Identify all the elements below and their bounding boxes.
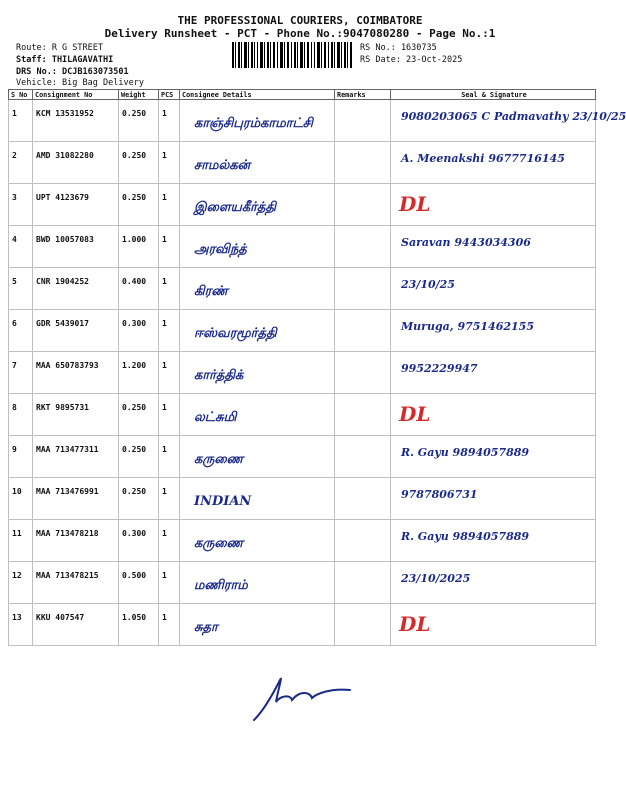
supervisor-signature	[250, 670, 360, 730]
consignment-number: MAA 713477311	[33, 436, 119, 478]
receiver-signature: 9080203065 C Padmavathy 23/10/25	[401, 110, 626, 123]
pcs-count: 1	[159, 394, 180, 436]
barcode	[232, 42, 352, 68]
remarks-cell	[335, 562, 391, 604]
consignee-name: இளையகீர்த்தி	[194, 200, 277, 215]
route-label: Route: R G STREET	[16, 43, 103, 53]
consignment-number: GDR 5439017	[33, 310, 119, 352]
consignee-cell	[180, 310, 335, 352]
table-row	[9, 100, 596, 142]
col-header-pcs: PCS	[159, 90, 180, 100]
consignee-name: காஞ்சிபுரம்காமாட்சி	[194, 116, 313, 131]
delivered-mark: DL	[399, 192, 431, 216]
col-header-sno: S No	[9, 90, 33, 100]
serial-number: 6	[9, 310, 33, 352]
pcs-count: 1	[159, 100, 180, 142]
serial-number: 12	[9, 562, 33, 604]
receiver-signature: Saravan 9443034306	[401, 236, 531, 249]
consignee-name: லட்சுமி	[194, 410, 237, 425]
weight-value: 0.400	[119, 268, 159, 310]
consignee-cell	[180, 268, 335, 310]
table-row	[9, 604, 596, 646]
table-row	[9, 226, 596, 268]
consignee-cell	[180, 478, 335, 520]
table-row	[9, 520, 596, 562]
consignment-number: KKU 407547	[33, 604, 119, 646]
rs-number: RS No.: 1630735	[360, 43, 437, 53]
signature-cell	[391, 436, 596, 478]
consignment-number: MAA 650783793	[33, 352, 119, 394]
pcs-count: 1	[159, 184, 180, 226]
signature-cell	[391, 142, 596, 184]
consignee-cell	[180, 604, 335, 646]
remarks-cell	[335, 142, 391, 184]
table-row	[9, 268, 596, 310]
weight-value: 0.250	[119, 478, 159, 520]
table-row	[9, 184, 596, 226]
pcs-count: 1	[159, 520, 180, 562]
consignment-number: KCM 13531952	[33, 100, 119, 142]
receiver-signature: 23/10/2025	[401, 572, 471, 585]
serial-number: 3	[9, 184, 33, 226]
pcs-count: 1	[159, 310, 180, 352]
drs-number: DRS No.: DCJB163073501	[16, 67, 129, 77]
consignee-cell	[180, 142, 335, 184]
remarks-cell	[335, 100, 391, 142]
runsheet-rows	[9, 100, 626, 646]
col-header-consignment: Consignment No	[33, 90, 119, 100]
signature-cell	[391, 184, 596, 226]
consignment-number: UPT 4123679	[33, 184, 119, 226]
table-row	[9, 562, 596, 604]
weight-value: 1.000	[119, 226, 159, 268]
remarks-cell	[335, 478, 391, 520]
consignment-number: MAA 713478215	[33, 562, 119, 604]
remarks-cell	[335, 352, 391, 394]
consignee-name: கிரண்	[194, 284, 228, 299]
consignee-cell	[180, 562, 335, 604]
col-header-weight: Weight	[119, 90, 159, 100]
signature-cell	[391, 268, 596, 310]
signature-cell	[391, 604, 596, 646]
consignee-name: ஈஸ்வரமூர்த்தி	[194, 326, 277, 341]
weight-value: 0.250	[119, 184, 159, 226]
weight-value: 1.200	[119, 352, 159, 394]
signature-cell	[391, 562, 596, 604]
table-row	[9, 310, 596, 352]
delivered-mark: DL	[399, 402, 431, 426]
receiver-signature: 23/10/25	[401, 278, 455, 291]
consignee-name: கருணை	[194, 536, 244, 551]
serial-number: 7	[9, 352, 33, 394]
consignment-number: MAA 713476991	[33, 478, 119, 520]
weight-value: 0.300	[119, 520, 159, 562]
serial-number: 1	[9, 100, 33, 142]
consignee-name: கார்த்திக்	[194, 368, 244, 383]
receiver-signature: A. Meenakshi 9677716145	[401, 152, 565, 165]
remarks-cell	[335, 184, 391, 226]
remarks-cell	[335, 394, 391, 436]
table-header-row	[9, 90, 596, 100]
staff-label: Staff: THILAGAVATHI	[16, 55, 114, 65]
receiver-signature: 9952229947	[401, 362, 478, 375]
col-header-consignee: Consignee Details	[180, 90, 335, 100]
consignee-cell	[180, 226, 335, 268]
weight-value: 0.500	[119, 562, 159, 604]
signature-cell	[391, 226, 596, 268]
consignment-number: BWD 10057083	[33, 226, 119, 268]
serial-number: 11	[9, 520, 33, 562]
signature-cell	[391, 310, 596, 352]
pcs-count: 1	[159, 436, 180, 478]
runsheet-subtitle: Delivery Runsheet - PCT - Phone No.:9047080280 - Page No.:1	[104, 27, 496, 40]
pcs-count: 1	[159, 142, 180, 184]
pcs-count: 1	[159, 226, 180, 268]
pcs-count: 1	[159, 268, 180, 310]
serial-number: 4	[9, 226, 33, 268]
table-row	[9, 352, 596, 394]
consignee-name: அரவிந்த்	[194, 242, 247, 257]
consignee-cell	[180, 394, 335, 436]
remarks-cell	[335, 520, 391, 562]
consignment-number: MAA 713478218	[33, 520, 119, 562]
consignee-cell	[180, 184, 335, 226]
pcs-count: 1	[159, 478, 180, 520]
rs-date: RS Date: 23-Oct-2025	[360, 55, 463, 65]
consignee-name: சாமல்கன்	[194, 158, 251, 173]
col-header-signature: Seal & Signature	[391, 90, 596, 100]
signature-cell	[391, 478, 596, 520]
weight-value: 0.250	[119, 394, 159, 436]
receiver-signature: R. Gayu 9894057889	[401, 530, 530, 543]
weight-value: 0.250	[119, 142, 159, 184]
signature-cell	[391, 394, 596, 436]
consignee-cell	[180, 100, 335, 142]
remarks-cell	[335, 268, 391, 310]
consignee-name: மணிராம்	[194, 578, 248, 593]
consignment-number: CNR 1904252	[33, 268, 119, 310]
consignee-cell	[180, 352, 335, 394]
weight-value: 1.050	[119, 604, 159, 646]
remarks-cell	[335, 226, 391, 268]
serial-number: 10	[9, 478, 33, 520]
consignee-cell	[180, 436, 335, 478]
receiver-signature: R. Gayu 9894057889	[401, 446, 530, 459]
table-row	[9, 394, 596, 436]
weight-value: 0.250	[119, 100, 159, 142]
weight-value: 0.250	[119, 436, 159, 478]
consignee-name: கருணை	[194, 452, 244, 467]
signature-cell	[391, 100, 626, 142]
table-row	[9, 142, 596, 184]
serial-number: 2	[9, 142, 33, 184]
col-header-remarks: Remarks	[335, 90, 391, 100]
remarks-cell	[335, 310, 391, 352]
pcs-count: 1	[159, 604, 180, 646]
table-row	[9, 478, 596, 520]
vehicle-label: Vehicle: Big Bag Delivery	[16, 78, 144, 88]
table-row	[9, 436, 596, 478]
signature-cell	[391, 520, 596, 562]
serial-number: 5	[9, 268, 33, 310]
remarks-cell	[335, 604, 391, 646]
serial-number: 9	[9, 436, 33, 478]
serial-number: 8	[9, 394, 33, 436]
pcs-count: 1	[159, 352, 180, 394]
remarks-cell	[335, 436, 391, 478]
consignee-cell	[180, 520, 335, 562]
serial-number: 13	[9, 604, 33, 646]
receiver-signature: 9787806731	[401, 488, 478, 501]
signature-cell	[391, 352, 596, 394]
consignee-name: INDIAN	[194, 494, 252, 509]
runsheet-table	[8, 89, 626, 646]
receiver-signature: Muruga, 9751462155	[401, 320, 534, 333]
consignment-number: AMD 31082280	[33, 142, 119, 184]
delivered-mark: DL	[399, 612, 431, 636]
pcs-count: 1	[159, 562, 180, 604]
consignee-name: சுதா	[194, 620, 218, 635]
company-title: THE PROFESSIONAL COURIERS, COIMBATORE	[177, 14, 423, 27]
weight-value: 0.300	[119, 310, 159, 352]
consignment-number: RKT 9895731	[33, 394, 119, 436]
